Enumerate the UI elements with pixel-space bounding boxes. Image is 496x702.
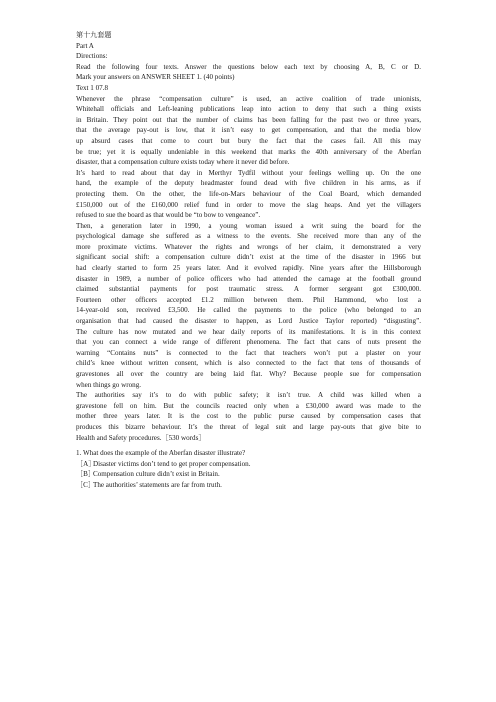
passage-line: Whitehall officials and Left-leaning publications leap into action to deny that such a thing exists xyxy=(76,105,421,114)
passage-line: It’s hard to read about that day in Merthyr Tydfil without your feelings welling up. On the one xyxy=(76,168,421,177)
directions-line: Read the following four texts. Answer the questions below each text by choosing A, B, C or D. xyxy=(76,62,421,71)
passage-line: Whenever the phrase “compensation culture” is used, an active coalition of trade unionists, xyxy=(76,94,421,103)
passage-line: gravestones all over the country are being laid flat. Why? Because people sue for compensation xyxy=(76,370,421,378)
passage-line: Fourteen other officers accepted £1.2 million between them. Phil Hammond, who lost a xyxy=(76,295,421,304)
answer-option[interactable] xyxy=(76,469,421,480)
passage-line: psychological damage she suffered as a witness to the events. She received more than any of the xyxy=(76,232,421,241)
passage-line: £150,000 out of the £160,000 relief fund in order to move the slag heaps. And yet the villagers xyxy=(76,200,421,209)
option-key: ［A］ xyxy=(76,459,96,468)
passage-paragraph xyxy=(76,221,421,391)
passage-line: that you can connect a wide range of different phenomena. The fact that cans of nuts present the xyxy=(76,338,421,347)
passage-line: disaster, that a compensation culture exists today where it never did before. xyxy=(76,158,290,167)
passage-line: when things go wrong. xyxy=(76,380,142,389)
passage-line: up absurd cases that come to court but bury the fact that the cases fail. All this may xyxy=(76,136,421,145)
passage-line: child’s knee without written consent, which is also connected to the fact that tens of thousands of xyxy=(76,359,421,368)
passage-paragraph xyxy=(76,390,421,443)
option-key: ［B］ xyxy=(76,470,95,479)
answer-option[interactable] xyxy=(76,480,421,491)
passage-line: refused to sue the board as that would be “to bow to vengeance”. xyxy=(76,211,261,220)
passage-line: significant social shift: a compensation culture didn’t exist at the time of the disaster in 1966 but xyxy=(76,253,421,262)
passage-line: The culture has now mutated and we hear daily reports of its manifestations. It is in this context xyxy=(76,327,421,336)
directions-line: Mark your answers on ANSWER SHEET 1. (40 points) xyxy=(76,73,235,82)
set-title: 第十九套题 xyxy=(76,31,112,39)
document-page xyxy=(76,30,421,491)
option-key: ［C］ xyxy=(76,480,95,489)
passage-line: had clearly started to form 25 years later. And it evolved rapidly. Nine years after the Hillsborough xyxy=(76,264,421,273)
passage-line: warning “Contains nuts” is connected to the fact that teachers won’t put a plaster on your xyxy=(76,348,421,357)
passage-line: 14-year-old son, received £3,500. He called the payments to the police (who belonged to an xyxy=(76,306,421,315)
passage-line: hand, the example of the deputy headmaster found dead with five children in his arms, as if xyxy=(76,179,421,188)
part-label: Part A xyxy=(76,41,94,50)
directions-heading: Directions: xyxy=(76,52,108,61)
passage-line: claimed substantial payments for post traumatic stress. A former sergeant got £300,000. xyxy=(76,285,421,294)
option-text: Disaster victims don’t tend to get proper compensation. xyxy=(93,459,251,468)
text-label: Text 1 07.8 xyxy=(76,83,109,92)
passage-line: mother three years later. It is the cost to the public purse caused by compensation cases that xyxy=(76,412,421,421)
answer-options xyxy=(76,459,421,491)
answer-option[interactable] xyxy=(76,459,421,470)
passage-line: gravestone fell on him. But the councils reacted only when a £30,000 award was made to the xyxy=(76,401,421,410)
passage xyxy=(76,94,421,444)
passage-paragraph xyxy=(76,168,421,221)
passage-line: produces this bizarre behaviour. It’s the threat of legal suit and large pay-outs that give bite to xyxy=(76,422,421,431)
passage-line: more proximate victims. Whatever the rights and wrongs of her claim, it demonstrated a very xyxy=(76,242,421,251)
passage-line: The authorities say it’s to do with public safety; it isn’t true. A child was killed when a xyxy=(76,391,421,400)
option-text: Compensation culture didn’t exist in Britain. xyxy=(93,470,220,479)
passage-line: Then, a generation later in 1990, a young woman issued a writ suing the board for the xyxy=(76,221,421,230)
directions-block xyxy=(76,62,421,83)
question-text: 1. What does the example of the Aberfan disaster illustrate? xyxy=(76,449,246,458)
passage-line: protecting them. On the other, the life-on-Mars behaviour of the Coal Board, which demanded xyxy=(76,189,421,198)
passage-line: be true; yet it is equally undeniable in this weekend that marks the 40th anniversary of the Aberfan xyxy=(76,147,421,156)
passage-line: that the average pay-out is low, that it isn’t easy to get compensation, and that the media blow xyxy=(76,126,421,135)
passage-line: in Britain. They point out that the number of claims has been falling for the past two or three years, xyxy=(76,115,421,124)
passage-line: disaster in 1989, a number of police officers who had attended the carnage at the football ground xyxy=(76,274,421,283)
passage-paragraph xyxy=(76,94,421,168)
passage-line: organisation that had caused the disaster to happen, as Lord Justice Taylor reported) “disgusting”. xyxy=(76,317,421,326)
option-text: The authorities’ statements are far from truth. xyxy=(93,480,222,489)
passage-line: Health and Safety procedures.［530 words］ xyxy=(76,433,206,442)
